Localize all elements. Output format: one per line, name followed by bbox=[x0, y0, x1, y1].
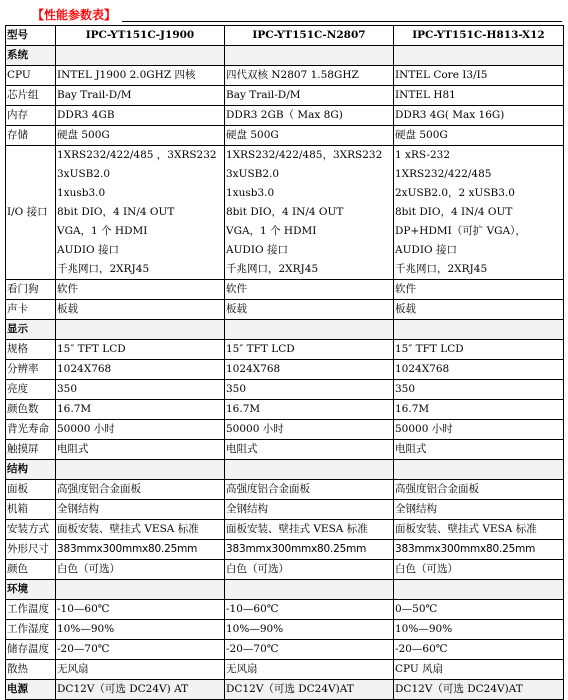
spec-value: INTEL J1900 2.0GHZ 四核 bbox=[56, 66, 225, 86]
spec-value: DC12V（可选 DC24V)AT bbox=[394, 680, 564, 700]
spec-value: 383mmx300mmx80.25mm bbox=[225, 540, 394, 560]
section-row bbox=[6, 320, 564, 340]
spec-label: 面板 bbox=[6, 480, 56, 500]
spec-label: 声卡 bbox=[6, 300, 56, 320]
spec-value: 15″ TFT LCD bbox=[56, 340, 225, 360]
spec-label: 机箱 bbox=[6, 500, 56, 520]
spec-label: 芯片组 bbox=[6, 86, 56, 106]
spec-value: 高强度铝合金面板 bbox=[225, 480, 394, 500]
spec-value: DDR3 2GB（ Max 8G) bbox=[225, 106, 394, 126]
section-row bbox=[6, 460, 564, 480]
spec-value-line: AUDIO 接口 bbox=[395, 244, 457, 256]
spec-value: 50000 小时 bbox=[225, 420, 394, 440]
section-empty-cell bbox=[394, 320, 564, 340]
spec-label: 外形尺寸 bbox=[6, 540, 56, 560]
spec-row bbox=[6, 86, 564, 106]
section-empty-cell bbox=[56, 460, 225, 480]
spec-value: 全钢结构 bbox=[225, 500, 394, 520]
spec-value: 面板安装、壁挂式 VESA 标准 bbox=[394, 520, 564, 540]
spec-value: 16.7M bbox=[56, 400, 225, 420]
spec-value: Bay Trail-D/M bbox=[56, 86, 225, 106]
spec-value: 50000 小时 bbox=[56, 420, 225, 440]
spec-value-line: 千兆网口，2XRJ45 bbox=[57, 263, 150, 275]
spec-value: 硬盘 500G bbox=[225, 126, 394, 146]
section-empty-cell bbox=[56, 320, 225, 340]
spec-value: 383mmx300mmx80.25mm bbox=[56, 540, 225, 560]
spec-label: 颜色 bbox=[6, 560, 56, 580]
spec-value-line: VGA，1 个 HDMI bbox=[57, 225, 148, 237]
spec-row bbox=[6, 106, 564, 126]
section-empty-cell bbox=[394, 460, 564, 480]
spec-value: -10—60℃ bbox=[56, 600, 225, 620]
spec-value-line: 1XRS232/422/485 bbox=[395, 168, 492, 180]
spec-value-line: 1xusb3.0 bbox=[226, 187, 275, 199]
spec-value: 10%—90% bbox=[225, 620, 394, 640]
spec-value: 面板安装、壁挂式 VESA 标准 bbox=[225, 520, 394, 540]
spec-row bbox=[6, 620, 564, 640]
spec-value-line: 千兆网口，2XRJ45 bbox=[395, 263, 488, 275]
spec-value-line: AUDIO 接口 bbox=[226, 244, 288, 256]
spec-value: 1024X768 bbox=[225, 360, 394, 380]
section-empty-cell bbox=[394, 46, 564, 66]
spec-table-body bbox=[6, 26, 564, 700]
section-empty-cell bbox=[56, 46, 225, 66]
spec-value-line: 2xUSB2.0，2 xUSB3.0 bbox=[395, 187, 515, 199]
spec-value: 全钢结构 bbox=[56, 500, 225, 520]
spec-value: 硬盘 500G bbox=[394, 126, 564, 146]
spec-value: 350 bbox=[394, 380, 564, 400]
spec-value-line: 1 xRS-232 bbox=[395, 149, 451, 161]
spec-row bbox=[6, 640, 564, 660]
spec-row bbox=[6, 500, 564, 520]
spec-value: 无风扇 bbox=[56, 660, 225, 680]
spec-row bbox=[6, 420, 564, 440]
section-row bbox=[6, 580, 564, 600]
header-label: 型号 bbox=[6, 26, 56, 46]
spec-value: Bay Trail-D/M bbox=[225, 86, 394, 106]
spec-label: 安装方式 bbox=[6, 520, 56, 540]
spec-value: 383mmx300mmx80.25mm bbox=[394, 540, 564, 560]
spec-value: 15″ TFT LCD bbox=[225, 340, 394, 360]
spec-value: 16.7M bbox=[225, 400, 394, 420]
spec-value: 50000 小时 bbox=[394, 420, 564, 440]
section-empty-cell bbox=[225, 46, 394, 66]
spec-value: 四代双核 N2807 1.58GHZ bbox=[225, 66, 394, 86]
section-empty-cell bbox=[394, 580, 564, 600]
section-empty-cell bbox=[225, 320, 394, 340]
spec-value-line: 8bit DIO，4 IN/4 OUT bbox=[57, 206, 175, 218]
spec-value: 高强度铝合金面板 bbox=[56, 480, 225, 500]
spec-value: 白色（可选） bbox=[225, 560, 394, 580]
spec-row bbox=[6, 360, 564, 380]
spec-row bbox=[6, 600, 564, 620]
spec-value: DC12V（可选 DC24V) AT bbox=[56, 680, 225, 700]
title-underline bbox=[122, 21, 562, 22]
spec-value-line: 8bit DIO，4 IN/4 OUT bbox=[226, 206, 344, 218]
spec-label: 工作湿度 bbox=[6, 620, 56, 640]
spec-value: 350 bbox=[225, 380, 394, 400]
spec-value-multiline bbox=[394, 146, 564, 280]
spec-value-line: 3xUSB2.0 bbox=[226, 168, 280, 180]
spec-value: 10%—90% bbox=[56, 620, 225, 640]
spec-value: 高强度铝合金面板 bbox=[394, 480, 564, 500]
spec-row bbox=[6, 300, 564, 320]
spec-label: 规格 bbox=[6, 340, 56, 360]
section-row bbox=[6, 46, 564, 66]
spec-value-line: 千兆网口，2XRJ45 bbox=[226, 263, 319, 275]
spec-value: 板载 bbox=[225, 300, 394, 320]
section-label: 环境 bbox=[6, 580, 56, 600]
spec-value: INTEL Core I3/I5 bbox=[394, 66, 564, 86]
spec-label: 看门狗 bbox=[6, 280, 56, 300]
spec-value-line: 1xusb3.0 bbox=[57, 187, 106, 199]
spec-label: 颜色数 bbox=[6, 400, 56, 420]
spec-row bbox=[6, 146, 564, 280]
spec-value-line: 8bit DIO，4 IN/4 OUT bbox=[395, 206, 513, 218]
spec-row bbox=[6, 440, 564, 460]
spec-value: 硬盘 500G bbox=[56, 126, 225, 146]
spec-label: I/O 接口 bbox=[6, 146, 56, 280]
spec-row bbox=[6, 480, 564, 500]
spec-label: 触摸屏 bbox=[6, 440, 56, 460]
section-empty-cell bbox=[56, 580, 225, 600]
spec-value-line: VGA，1 个 HDMI bbox=[226, 225, 317, 237]
spec-value-line: 1XRS232/422/485，3XRS232 bbox=[226, 149, 383, 161]
spec-row bbox=[6, 400, 564, 420]
spec-table bbox=[5, 25, 564, 700]
spec-value: 0—50℃ bbox=[394, 600, 564, 620]
spec-value: 板载 bbox=[394, 300, 564, 320]
model-name: IPC-YT151C-N2807 bbox=[225, 26, 394, 46]
section-label: 显示 bbox=[6, 320, 56, 340]
spec-value: INTEL H81 bbox=[394, 86, 564, 106]
spec-value: 面板安装、壁挂式 VESA 标准 bbox=[56, 520, 225, 540]
spec-value: 电阻式 bbox=[394, 440, 564, 460]
spec-value-line: 3xUSB2.0 bbox=[57, 168, 111, 180]
spec-value: DDR3 4GB bbox=[56, 106, 225, 126]
spec-value: 无风扇 bbox=[225, 660, 394, 680]
spec-value-line: AUDIO 接口 bbox=[57, 244, 119, 256]
title-bar bbox=[0, 0, 568, 24]
spec-row bbox=[6, 540, 564, 560]
spec-label: 储存温度 bbox=[6, 640, 56, 660]
spec-value-line: 1XRS232/422/485 ，3XRS232 bbox=[57, 149, 217, 161]
spec-row bbox=[6, 520, 564, 540]
spec-value: 15″ TFT LCD bbox=[394, 340, 564, 360]
spec-value: DC12V（可选 DC24V)AT bbox=[225, 680, 394, 700]
spec-value: 软件 bbox=[56, 280, 225, 300]
spec-value: 软件 bbox=[394, 280, 564, 300]
spec-value: 电阻式 bbox=[56, 440, 225, 460]
spec-value: CPU 风扇 bbox=[394, 660, 564, 680]
header-row bbox=[6, 26, 564, 46]
spec-row bbox=[6, 660, 564, 680]
spec-value: 板载 bbox=[56, 300, 225, 320]
spec-value: 10%—90% bbox=[394, 620, 564, 640]
spec-row bbox=[6, 560, 564, 580]
spec-label: 散热 bbox=[6, 660, 56, 680]
section-row bbox=[6, 680, 564, 700]
spec-value: 350 bbox=[56, 380, 225, 400]
spec-row bbox=[6, 340, 564, 360]
spec-value: 1024X768 bbox=[56, 360, 225, 380]
spec-value-multiline bbox=[225, 146, 394, 280]
spec-value: 白色（可选） bbox=[56, 560, 225, 580]
spec-row bbox=[6, 66, 564, 86]
spec-label: 亮度 bbox=[6, 380, 56, 400]
spec-value: 软件 bbox=[225, 280, 394, 300]
spec-value: -10—60℃ bbox=[225, 600, 394, 620]
spec-label: 背光寿命 bbox=[6, 420, 56, 440]
spec-value-multiline bbox=[56, 146, 225, 280]
section-label: 电源 bbox=[6, 680, 56, 700]
model-name: IPC-YT151C-H813-X12 bbox=[394, 26, 564, 46]
section-empty-cell bbox=[225, 580, 394, 600]
spec-row bbox=[6, 280, 564, 300]
spec-label: 分辨率 bbox=[6, 360, 56, 380]
spec-label: 内存 bbox=[6, 106, 56, 126]
spec-value: 全钢结构 bbox=[394, 500, 564, 520]
spec-label: 存储 bbox=[6, 126, 56, 146]
spec-value: 16.7M bbox=[394, 400, 564, 420]
page-title: 【性能参数表】 bbox=[32, 8, 117, 22]
spec-row bbox=[6, 126, 564, 146]
section-empty-cell bbox=[225, 460, 394, 480]
spec-value-line: DP+HDMI（可扩 VGA）， bbox=[395, 225, 526, 237]
section-label: 系统 bbox=[6, 46, 56, 66]
section-label: 结构 bbox=[6, 460, 56, 480]
spec-value: 白色（可选） bbox=[394, 560, 564, 580]
spec-label: CPU bbox=[6, 66, 56, 86]
spec-value: 电阻式 bbox=[225, 440, 394, 460]
spec-value: 1024X768 bbox=[394, 360, 564, 380]
model-name: IPC-YT151C-J1900 bbox=[56, 26, 225, 46]
spec-value: -20—60℃ bbox=[394, 640, 564, 660]
spec-value: DDR3 4G( Max 16G) bbox=[394, 106, 564, 126]
spec-value: -20—70℃ bbox=[225, 640, 394, 660]
spec-value: -20—70℃ bbox=[56, 640, 225, 660]
spec-row bbox=[6, 380, 564, 400]
spec-label: 工作温度 bbox=[6, 600, 56, 620]
